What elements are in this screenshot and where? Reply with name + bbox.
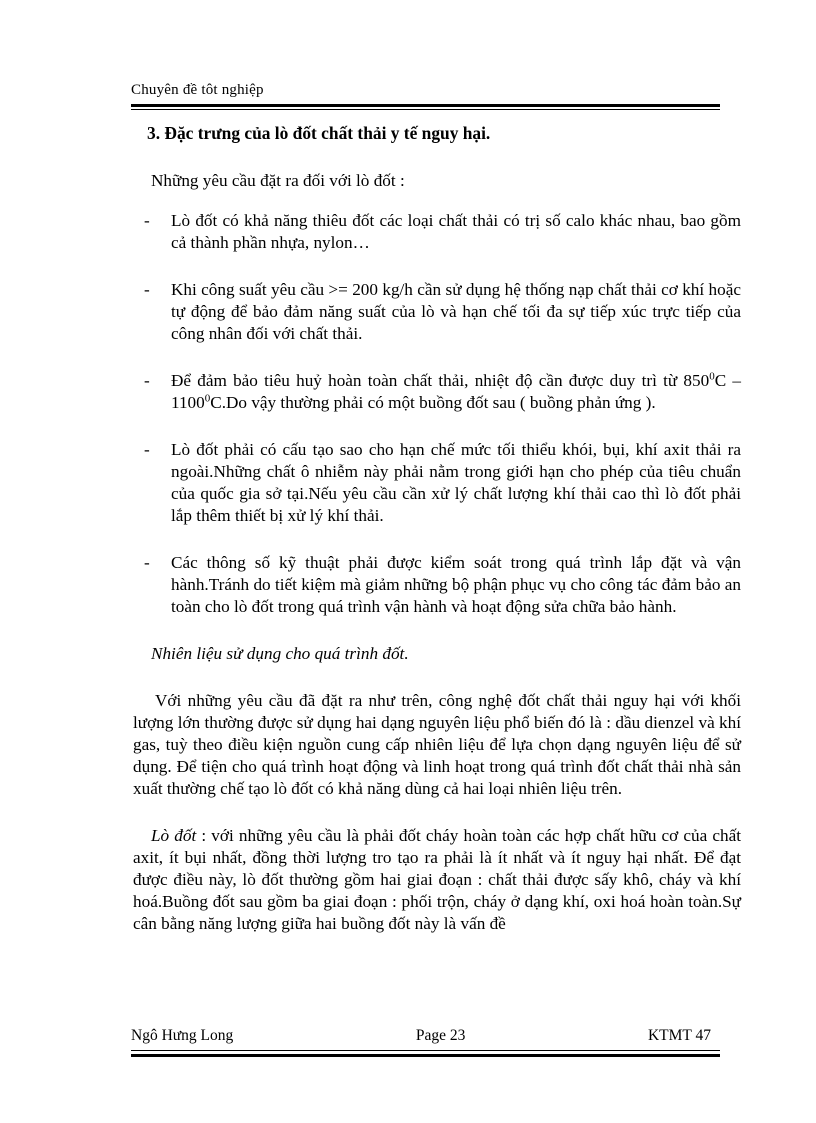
footer-rule-thick [131, 1054, 720, 1057]
temp-text-c: C.Do vậy thường phải có một buồng đốt sau ( buồng phản ứng ). [210, 393, 656, 412]
degree-sup: 0 [204, 392, 211, 405]
page-footer [131, 1027, 711, 1045]
list-item-text: Khi công suất yêu cầu >= 200 kg/h cần sử dụng hệ thống nạp chất thải cơ khí hoặc tự động để bảo đảm năng suất của lò và hạn chế tối đa sự tiếp xúc trực tiếp của công nhân đối với chất thải. [171, 280, 741, 343]
furnace-paragraph [133, 825, 741, 935]
fuel-subheading: Nhiên liệu sử dụng cho quá trình đốt. [151, 644, 409, 663]
list-item [133, 552, 741, 618]
list-item [133, 210, 741, 254]
bullet-dash: - [144, 371, 150, 390]
list-item [133, 279, 741, 345]
bullet-dash: - [144, 553, 150, 572]
list-item-text: Lò đốt phải có cấu tạo sao cho hạn chế mức tối thiểu khói, bụi, khí axit thải ra ngoài.Những chất ô nhiễm này phải nằm trong giới hạn cho phép của tiêu chuẩn của quốc gia sở tại.Nếu yêu cầu cần xử lý chất lượng khí thải cao thì lò đốt phải lắp thêm thiết bị xử lý khí thải. [171, 440, 741, 525]
list-item-text: Các thông số kỹ thuật phải được kiểm soát trong quá trình lắp đặt và vận hành.Tránh do tiết kiệm mà giảm những bộ phận phục vụ cho công tác đảm bảo an toàn cho lò đốt trong quá trình vận hành và hoạt động sửa chữa bảo hành. [171, 553, 741, 616]
footer-class: KTMT 47 [647, 1027, 711, 1044]
running-header: Chuyên đề tôt nghiệp [131, 82, 264, 98]
bullet-dash: - [144, 440, 150, 459]
temp-text-b: C – 1100 [171, 371, 741, 412]
bullet-dash: - [144, 211, 150, 230]
header-rule-thick [131, 104, 720, 107]
footer-rule-thin [131, 1050, 720, 1051]
list-item [133, 439, 741, 527]
footer-page-number: Page 23 [415, 1027, 466, 1044]
list-item [133, 370, 741, 414]
page-body [133, 122, 741, 935]
list-item-text [171, 371, 741, 412]
footer-author: Ngô Hưng Long [131, 1027, 234, 1044]
bullet-dash: - [144, 280, 150, 299]
furnace-term: Lò đốt [151, 826, 197, 845]
degree-sup: 0 [709, 370, 715, 383]
section-title: 3. Đặc trưng của lò đốt chất thải y tế nguy hại. [147, 123, 491, 143]
requirements-intro: Những yêu cầu đặt ra đối với lò đốt : [151, 171, 405, 190]
header-rule-thin [131, 109, 720, 110]
fuel-paragraph: Với những yêu cầu đã đặt ra như trên, công nghệ đốt chất thải nguy hại với khối lượng lớn thường được sử dụng hai dạng nguyên liệu phổ biến đó là : dầu dienzel và khí gas, tuỳ theo điều kiện nguồn cung cấp nhiên liệu để lựa chọn dạng nguyên liệu để sử dụng. Để tiện cho quá trình hoạt động và linh hoạt trong quá trình đốt chất thải nhà sản xuất thường chế tạo lò đốt có khả năng dùng cả hai loại nhiên liệu trên. [133, 691, 741, 798]
temp-text-a: Để đảm bảo tiêu huỷ hoàn toàn chất thải, nhiệt độ cần được duy trì từ 850 [171, 371, 710, 390]
list-item-text: Lò đốt có khả năng thiêu đốt các loại chất thải có trị số calo khác nhau, bao gồm cả thành phần nhựa, nylon… [171, 211, 741, 252]
furnace-text: : với những yêu cầu là phải đốt cháy hoàn toàn các hợp chất hữu cơ của chất axit, ít bụi nhất, đồng thời lượng tro tạo ra phải là ít nhất và ít nguy hại nhất. Để đạt được điều này, lò đốt thường gồm hai giai đoạn : chất thải được sấy khô, cháy và khí hoá.Buồng đốt sau gồm ba giai đoạn : phối trộn, cháy ở dạng khí, oxi hoá hoàn toàn.Sự cân bằng năng lượng giữa hai buồng đốt này là vấn đề [133, 826, 741, 933]
requirements-list [133, 210, 741, 618]
